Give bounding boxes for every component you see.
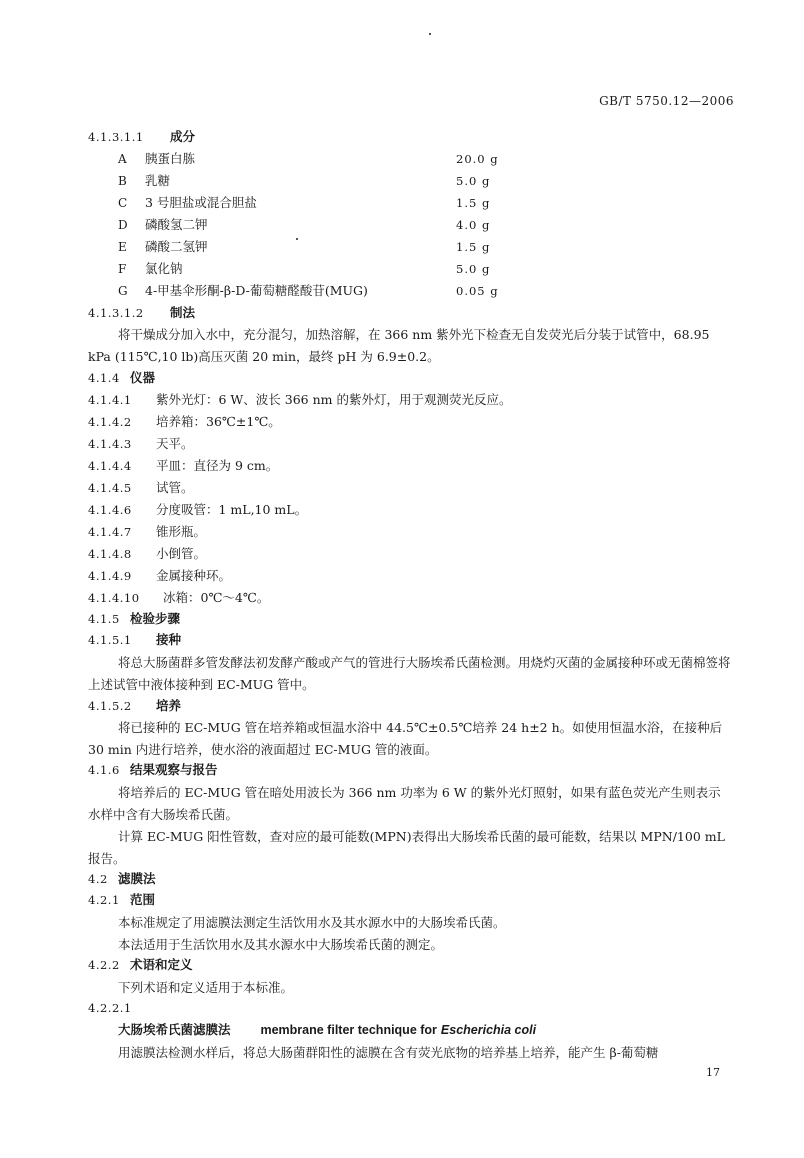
item-number: 4.1.4.10 <box>88 591 140 605</box>
section-number: 4.1.3.1.1 <box>88 130 144 144</box>
body-paragraph <box>88 1042 733 1064</box>
item-text: 紫外光灯：6 W、波长 366 nm 的紫外灯，用于观测荧光反应。 <box>156 392 512 407</box>
section-number: 4.1.5.1 <box>88 633 132 647</box>
ingredient-name: 氯化钠 <box>145 261 183 276</box>
item-text: 平皿：直径为 9 cm。 <box>156 458 279 473</box>
paragraph-text: 下列术语和定义适用于本标准。 <box>118 980 294 995</box>
section-title: 检验步骤 <box>130 611 181 626</box>
item-text: 培养箱：36℃±1℃。 <box>156 414 281 429</box>
section-title: 范围 <box>130 892 156 907</box>
scan-speck <box>296 238 298 240</box>
item-number: 4.1.4.6 <box>88 503 132 517</box>
paragraph-text: 计算 EC-MUG 阳性管数，查对应的最可能数(MPN)表得出大肠埃希氏菌的最可能数，结果以 MPN/100 mL 报告。 <box>88 829 725 866</box>
section-number: 4.1.5 <box>88 612 120 626</box>
item-number: 4.1.4.3 <box>88 437 132 451</box>
body-paragraph <box>88 912 733 934</box>
section-title: 培养 <box>156 698 182 713</box>
ingredient-amount: 1.5 g <box>456 196 491 210</box>
ingredient-amount: 0.05 g <box>456 284 499 298</box>
body-paragraph <box>88 977 733 999</box>
item-text: 锥形瓶。 <box>156 524 207 539</box>
term-definition-heading <box>118 1021 536 1039</box>
section-number: 4.2.2 <box>88 958 120 972</box>
item-text: 小倒管。 <box>156 546 207 561</box>
ingredient-letter: C <box>118 196 128 210</box>
paragraph-text: 将干燥成分加入水中，充分混匀，加热溶解，在 366 nm 紫外光下检查无自发荧光后分装于试管中，68.95 kPa (115℃,10 lb)高压灭菌 20 min，最终 pH 为 6.9±0.2。 <box>88 327 710 364</box>
section-number: 4.2.1 <box>88 893 120 907</box>
ingredient-letter: D <box>118 218 128 232</box>
ingredient-letter: E <box>118 240 127 254</box>
section-title: 接种 <box>156 632 182 647</box>
ingredient-amount: 1.5 g <box>456 240 491 254</box>
section-title: 制法 <box>170 305 196 320</box>
body-paragraph <box>88 826 733 869</box>
item-number: 4.1.4.5 <box>88 481 132 495</box>
ingredient-name: 4-甲基伞形酮-β-D-葡萄糖醛酸苷(MUG) <box>145 283 368 298</box>
body-paragraph <box>88 652 733 695</box>
item-number: 4.1.4.1 <box>88 393 132 407</box>
section-title: 仪器 <box>130 370 156 385</box>
ingredient-name: 胰蛋白胨 <box>145 151 196 166</box>
section-number: 4.1.3.1.2 <box>88 306 144 320</box>
item-number: 4.1.4.8 <box>88 547 132 561</box>
section-number: 4.2.2.1 <box>88 1001 132 1015</box>
term-english: membrane filter technique for <box>260 1023 437 1037</box>
item-number: 4.1.4.7 <box>88 525 132 539</box>
section-number: 4.1.6 <box>88 763 120 777</box>
ingredient-letter: A <box>118 152 127 166</box>
ingredient-name: 3 号胆盐或混合胆盐 <box>145 195 257 210</box>
item-text: 试管。 <box>156 480 194 495</box>
item-text: 金属接种环。 <box>156 568 232 583</box>
ingredient-letter: B <box>118 174 127 188</box>
item-text: 分度吸管：1 mL,10 mL。 <box>156 502 308 517</box>
ingredient-name: 乳糖 <box>145 173 171 188</box>
section-title: 滤膜法 <box>118 871 156 886</box>
section-title: 结果观察与报告 <box>130 762 218 777</box>
paragraph-text: 本标准规定了用滤膜法测定生活饮用水及其水源水中的大肠埃希氏菌。 <box>118 915 506 930</box>
body-paragraph <box>88 934 733 956</box>
ingredient-letter: F <box>118 262 127 276</box>
item-number: 4.1.4.4 <box>88 459 132 473</box>
ingredient-amount: 4.0 g <box>456 218 491 232</box>
ingredient-letter: G <box>118 284 128 298</box>
section-number: 4.1.5.2 <box>88 699 132 713</box>
ingredient-name: 磷酸氢二钾 <box>145 217 208 232</box>
paragraph-text: 将已接种的 EC-MUG 管在培养箱或恒温水浴中 44.5℃±0.5℃培养 24 h±2 h。如使用恒温水浴，在接种后 30 min 内进行培养，使水浴的液面超过 EC-MUG 管的液面。 <box>88 720 723 757</box>
term-chinese: 大肠埃希氏菌滤膜法 <box>118 1022 231 1037</box>
ingredient-name: 磷酸二氢钾 <box>145 239 208 254</box>
body-paragraph <box>88 324 733 367</box>
standard-code: GB/T 5750.12—2006 <box>599 94 734 108</box>
item-text: 冰箱：0℃～4℃。 <box>163 590 270 605</box>
paragraph-text: 本法适用于生活饮用水及其水源水中大肠埃希氏菌的测定。 <box>118 937 444 952</box>
paragraph-text: 用滤膜法检测水样后，将总大肠菌群阳性的滤膜在含有荧光底物的培养基上培养，能产生 β-葡萄糖 <box>118 1045 659 1060</box>
section-title: 术语和定义 <box>130 957 193 972</box>
ingredient-amount: 5.0 g <box>456 174 491 188</box>
item-number: 4.1.4.2 <box>88 415 132 429</box>
page-number: 17 <box>706 1066 720 1079</box>
section-number: 4.1.4 <box>88 371 120 385</box>
scan-speck <box>429 33 431 35</box>
ingredient-amount: 5.0 g <box>456 262 491 276</box>
term-english-species: Escherichia coli <box>440 1023 537 1037</box>
section-number: 4.2 <box>88 872 108 886</box>
item-text: 天平。 <box>156 436 194 451</box>
item-number: 4.1.4.9 <box>88 569 132 583</box>
paragraph-text: 将培养后的 EC-MUG 管在暗处用波长为 366 nm 功率为 6 W 的紫外光灯照射，如果有蓝色荧光产生则表示水样中含有大肠埃希氏菌。 <box>88 785 721 822</box>
body-paragraph <box>88 782 733 825</box>
paragraph-text: 将总大肠菌群多管发酵法初发酵产酸或产气的管进行大肠埃希氏菌检测。用烧灼灭菌的金属接种环或无菌棉签将上述试管中液体接种到 EC-MUG 管中。 <box>88 655 731 692</box>
section-title: 成分 <box>170 129 196 144</box>
ingredient-amount: 20.0 g <box>456 152 499 166</box>
body-paragraph <box>88 717 733 760</box>
